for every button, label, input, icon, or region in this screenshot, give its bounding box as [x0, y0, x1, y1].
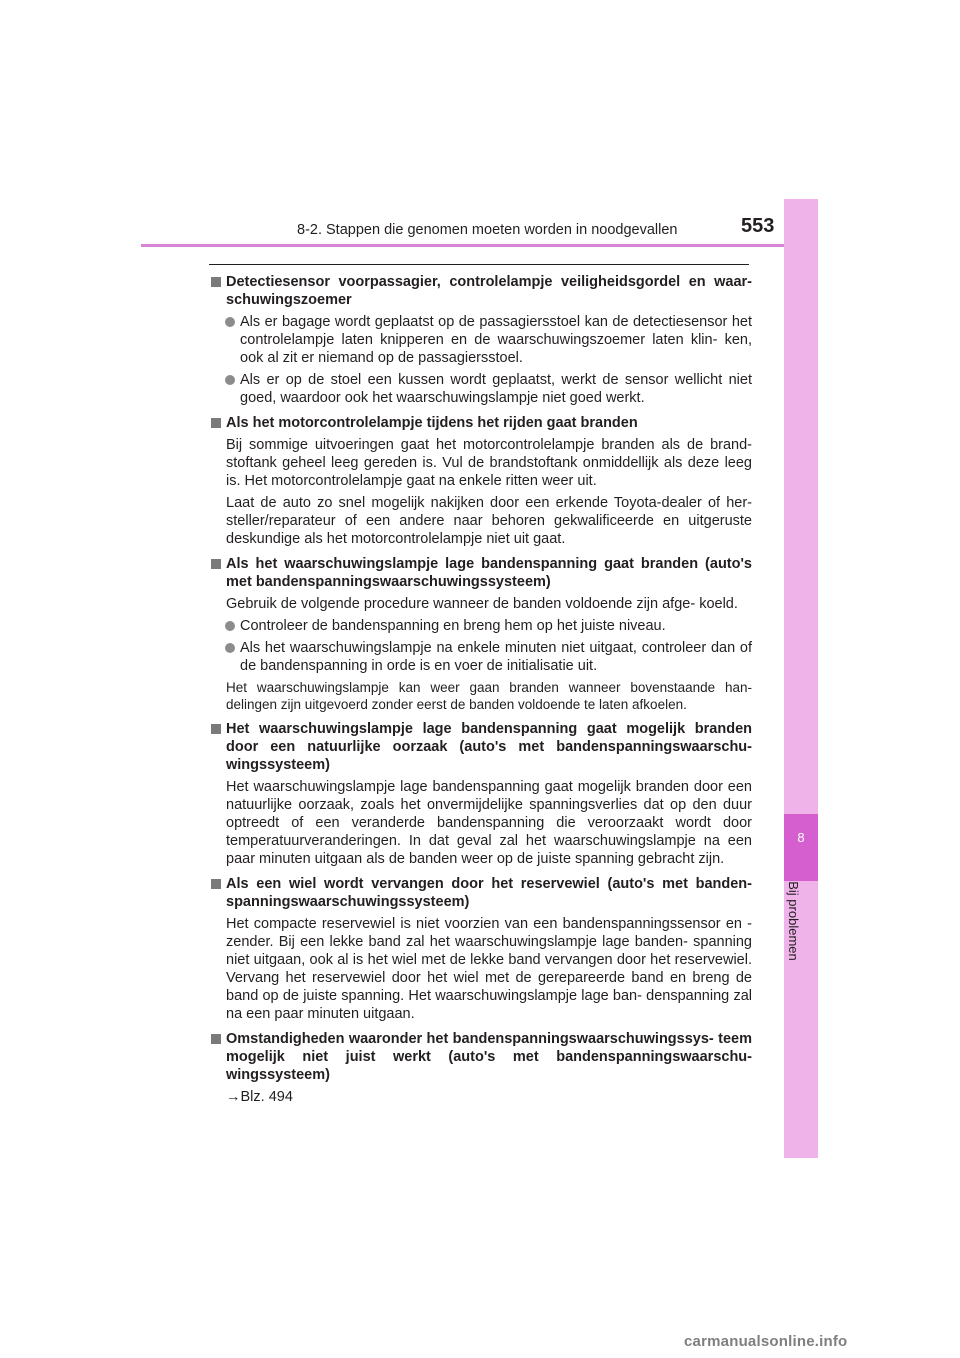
note-text: Het waarschuwingslampje kan weer gaan branden wanneer bovenstaande han- delingen zijn uitgevoerd zonder eerst de banden voldoende te laten afkoelen.	[226, 680, 752, 712]
paragraph: Laat de auto zo snel mogelijk nakijken door een erkende Toyota-dealer of her- steller/reparateur of een andere naar behoren gekwalificeerde en uitgeruste deskundige als het motorcontrolelampje niet uit gaat.	[226, 495, 752, 547]
round-bullet-icon	[225, 375, 235, 385]
header-divider	[141, 244, 818, 247]
list-item: Controleer de bandenspanning en breng hem op het juiste niveau.	[209, 617, 752, 635]
footer-watermark: carmanualsonline.info	[684, 1333, 848, 1350]
square-bullet-icon	[211, 418, 221, 428]
square-bullet-icon	[211, 879, 221, 889]
section-spare-wheel	[209, 875, 752, 1023]
list-item: Als het waarschuwingslampje na enkele minuten niet uitgaat, controleer dan of de bandenspanning in orde is en voer de initialisatie uit.	[209, 639, 752, 675]
square-bullet-icon	[211, 724, 221, 734]
round-bullet-icon	[225, 317, 235, 327]
section-heading: Detectiesensor voorpassagier, controlelampje veiligheidsgordel en waar- schuwingszoemer	[209, 273, 752, 309]
chapter-number-block	[784, 814, 818, 881]
section-heading: Als het motorcontrolelampje tijdens het rijden gaat branden	[209, 414, 752, 432]
section-natural-cause	[209, 720, 752, 868]
square-bullet-icon	[211, 1034, 221, 1044]
list-item: Als er bagage wordt geplaatst op de passagiersstoel kan de detectiesensor het controlelampje laten knipperen en de waarschuwingszoemer laten klin- ken, ook al zit er niemand op de passagiersstoel.	[209, 313, 752, 367]
page-content	[209, 266, 752, 1106]
paragraph: Het waarschuwingslampje lage bandenspanning gaat mogelijk branden door een natuurlijke oorzaak, zoals het onvermijdelijke spanningsverlies dat op den duur optreedt of een veranderde bandenspanning die veroorzaakt wordt door temperatuurveranderingen. In dat geval zal het waarschuwingslampje na een paar minuten uitgaan als de banden weer op de juiste spanning gebracht zijn.	[226, 779, 752, 867]
section-passenger-sensor	[209, 273, 752, 407]
page-number: 553	[741, 215, 775, 237]
section-heading: Als het waarschuwingslampje lage bandenspanning gaat branden (auto's met bandenspanningswaarschuwingssysteem)	[209, 555, 752, 591]
paragraph: Gebruik de volgende procedure wanneer de banden voldoende zijn afge- koeld.	[226, 596, 738, 612]
paragraph: Het compacte reservewiel is niet voorzien van een bandenspanningssensor en -zender. Bij een lekke band zal het waarschuwingslampje lage banden- spanning niet uitgaan, ook al is het wiel met de lekke band vervangen door het reservewiel. Vervang het reservewiel door het wiel met de gerepareerde band en breng de band op de juiste spanning. Het waarschuwingslampje lage ban- denspanning zal na een paar minuten uitgaan.	[226, 916, 752, 1022]
paragraph: Bij sommige uitvoeringen gaat het motorcontrolelampje branden als de brand- stoftank geheel leeg gereden is. Vul de brandstoftank onmiddellijk als deze leeg is. Het motorcontrolelampje gaat na enkele ritten weer uit.	[226, 437, 752, 489]
round-bullet-icon	[225, 621, 235, 631]
section-tire-pressure-light	[209, 555, 752, 713]
section-engine-light	[209, 414, 752, 548]
section-heading: Omstandigheden waaronder het bandenspanningswaarschuwingssys- teem mogelijk niet juist werkt (auto's met bandenspanningswaarschu- wingssysteem)	[209, 1030, 752, 1084]
square-bullet-icon	[211, 277, 221, 287]
content-top-rule	[209, 264, 749, 265]
chapter-number: 8	[797, 830, 805, 845]
section-heading: Als een wiel wordt vervangen door het reservewiel (auto's met banden- spanningswaarschuwingssysteem)	[209, 875, 752, 911]
chapter-label: Bij problemen	[786, 881, 801, 961]
section-heading: Het waarschuwingslampje lage bandenspanning gaat mogelijk branden door een natuurlijke oorzaak (auto's met bandenspanningswaarschu- wingssysteem)	[209, 720, 752, 774]
page-reference-link[interactable]: →Blz. 494	[226, 1089, 293, 1105]
list-item: Als er op de stoel een kussen wordt geplaatst, werkt de sensor wellicht niet goed, waardoor ook het waarschuwingslampje niet goed werkt.	[209, 371, 752, 407]
section-title: 8-2. Stappen die genomen moeten worden in noodgevallen	[297, 222, 678, 238]
square-bullet-icon	[211, 559, 221, 569]
section-system-malfunction	[209, 1030, 752, 1106]
round-bullet-icon	[225, 643, 235, 653]
chapter-side-tab	[784, 199, 818, 1158]
